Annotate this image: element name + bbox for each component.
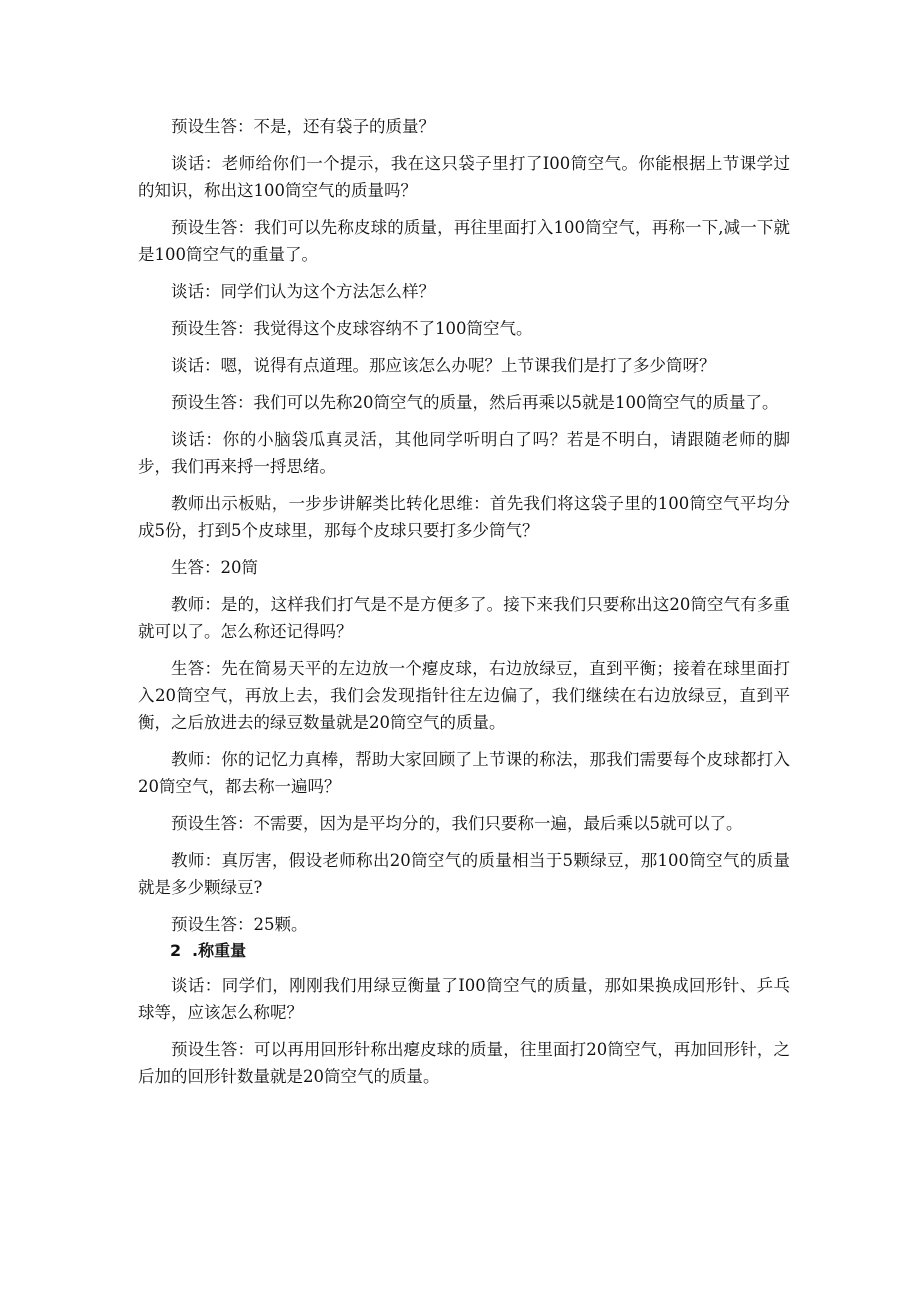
section-title: .称重量 <box>192 941 247 960</box>
paragraph: 教师出示板贴，一步步讲解类比转化思维：首先我们将这袋子里的100筒空气平均分成5份，打到5个皮球里，那每个皮球只要打多少筒气？ <box>138 494 790 540</box>
paragraph: 预设生答：不需要，因为是平均分的，我们只要称一遍，最后乘以5就可以了。 <box>171 814 743 833</box>
document-body <box>138 113 790 1100</box>
section-heading <box>138 940 790 962</box>
section-number: 2 <box>170 941 182 960</box>
paragraph: 谈话：你的小脑袋瓜真灵活，其他同学听明白了吗？若是不明白，请跟随老师的脚步，我们再来捋一捋思绪。 <box>138 430 790 476</box>
paragraph: 预设生答：不是，还有袋子的质量？ <box>171 117 435 136</box>
paragraph: 教师：你的记忆力真棒，帮助大家回顾了上节课的称法，那我们需要每个皮球都打入20筒空气，都去称一遍吗？ <box>138 750 790 796</box>
paragraph: 预设生答：我们可以先称皮球的质量，再往里面打入100筒空气，再称一下,减一下就是100筒空气的重量了。 <box>138 218 790 264</box>
paragraph: 谈话：同学们，刚刚我们用绿豆衡量了I00筒空气的质量，那如果换成回形针、乒乓球等，应该怎么称呢？ <box>138 976 790 1022</box>
paragraph: 预设生答：我觉得这个皮球容纳不了100筒空气。 <box>171 319 533 338</box>
paragraph: 预设生答：25颗。 <box>171 915 308 934</box>
paragraph: 生答：20筒 <box>171 558 258 577</box>
paragraph: 谈话：嗯，说得有点道理。那应该怎么办呢？上节课我们是打了多少筒呀？ <box>171 356 716 375</box>
paragraph: 谈话：同学们认为这个方法怎么样？ <box>171 282 435 301</box>
paragraph: 预设生答：可以再用回形针称出瘪皮球的质量，往里面打20筒空气，再加回形针，之后加的回形针数量就是20筒空气的质量。 <box>138 1040 790 1086</box>
paragraph: 生答：先在简易天平的左边放一个瘪皮球，右边放绿豆，直到平衡；接着在球里面打入20筒空气，再放上去，我们会发现指针往左边偏了，我们继续在右边放绿豆，直到平衡，之后放进去的绿豆数量就是20筒空气的质量。 <box>138 659 790 732</box>
paragraph: 谈话：老师给你们一个提示，我在这只袋子里打了I00筒空气。你能根据上节课学过的知识，称出这100筒空气的质量吗？ <box>138 154 790 200</box>
paragraph: 预设生答：我们可以先称20筒空气的质量，然后再乘以5就是100筒空气的质量了。 <box>171 393 779 412</box>
paragraph: 教师：是的，这样我们打气是不是方便多了。接下来我们只要称出这20筒空气有多重就可以了。怎么称还记得吗？ <box>138 595 790 641</box>
paragraph: 教师：真厉害，假设老师称出20筒空气的质量相当于5颗绿豆，那100筒空气的质量就是多少颗绿豆? <box>138 851 790 897</box>
